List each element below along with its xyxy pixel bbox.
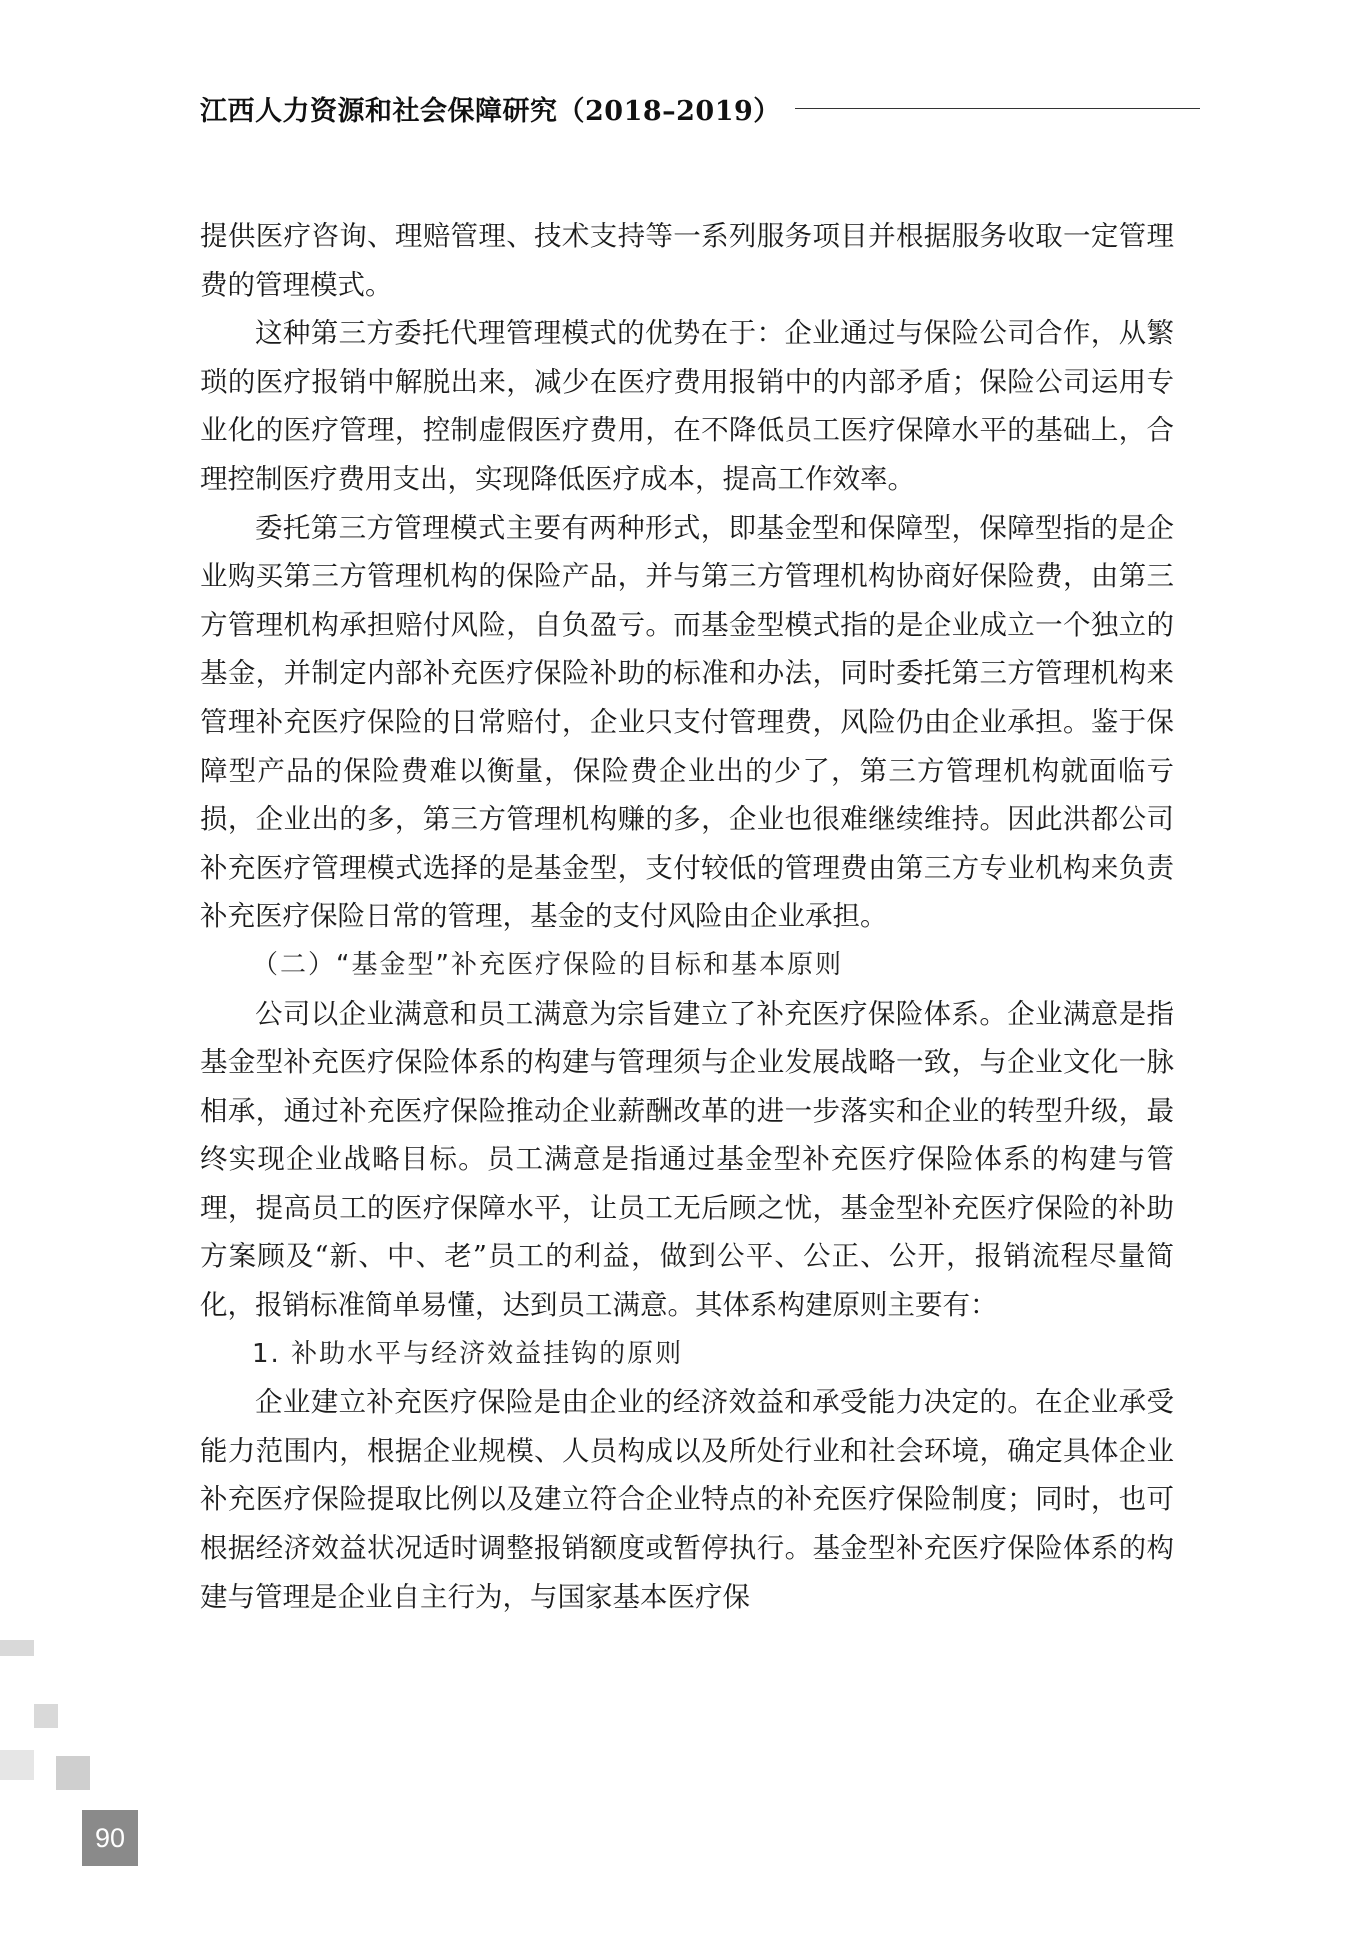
- running-header: [200, 88, 1200, 128]
- page-number-box: [82, 1810, 138, 1866]
- header-rule: [795, 108, 1200, 109]
- subsection-heading: 1. 补助水平与经济效益挂钩的原则: [252, 1338, 684, 1369]
- decor-square-2: [34, 1704, 58, 1728]
- decor-square-1: [0, 1640, 34, 1656]
- paragraph-goals: 公司以企业满意和员工满意为宗旨建立了补充医疗保险体系。企业满意是指基金型补充医疗保险体系的构建与管理须与企业发展战略一致，与企业文化一脉相承，通过补充医疗保险推动企业薪酬改革的进一步落实和企业的转型升级，最终实现企业战略目标。员工满意是指通过基金型补充医疗保险体系的构建与管理，提高员工的医疗保障水平，让员工无后顾之忧，基金型补充医疗保险的补助方案顾及“新、中、老”员工的利益，做到公平、公正、公开，报销流程尽量简化，报销标准简单易懂，达到员工满意。其体系构建原则主要有：: [200, 997, 1174, 1322]
- section-heading: （二）“基金型”补充医疗保险的目标和基本原则: [252, 949, 843, 980]
- decor-square-4: [56, 1756, 90, 1790]
- paragraph-principle: 企业建立补充医疗保险是由企业的经济效益和承受能力决定的。在企业承受能力范围内，根据企业规模、人员构成以及所处行业和社会环境，确定具体企业补充医疗保险提取比例以及建立符合企业特点的补充医疗保险制度；同时，也可根据经济效益状况适时调整报销额度或暂停执行。基金型补充医疗保险体系的构建与管理是企业自主行为，与国家基本医疗保: [200, 1386, 1174, 1613]
- book-title: 江西人力资源和社会保障研究（2018–2019）: [200, 95, 781, 127]
- page-body: [200, 212, 1174, 1621]
- paragraph-advantages: 这种第三方委托代理管理模式的优势在于：企业通过与保险公司合作，从繁琐的医疗报销中解脱出来，减少在医疗费用报销中的内部矛盾；保险公司运用专业化的医疗管理，控制虚假医疗费用，在不降低员工医疗保障水平的基础上，合理控制医疗费用支出，实现降低医疗成本，提高工作效率。: [200, 317, 1174, 495]
- paragraph-continued: 提供医疗咨询、理赔管理、技术支持等一系列服务项目并根据服务收取一定管理费的管理模式。: [200, 220, 1174, 301]
- decor-square-3: [0, 1750, 34, 1780]
- paragraph-modes: 委托第三方管理模式主要有两种形式，即基金型和保障型，保障型指的是企业购买第三方管理机构的保险产品，并与第三方管理机构协商好保险费，由第三方管理机构承担赔付风险，自负盈亏。而基金型模式指的是企业成立一个独立的基金，并制定内部补充医疗保险补助的标准和办法，同时委托第三方管理机构来管理补充医疗保险的日常赔付，企业只支付管理费，风险仍由企业承担。鉴于保障型产品的保险费难以衡量，保险费企业出的少了，第三方管理机构就面临亏损，企业出的多，第三方管理机构赚的多，企业也很难继续维持。因此洪都公司补充医疗管理模式选择的是基金型，支付较低的管理费由第三方专业机构来负责补充医疗保险日常的管理，基金的支付风险由企业承担。: [200, 511, 1174, 933]
- page-number: 90: [94, 1822, 126, 1853]
